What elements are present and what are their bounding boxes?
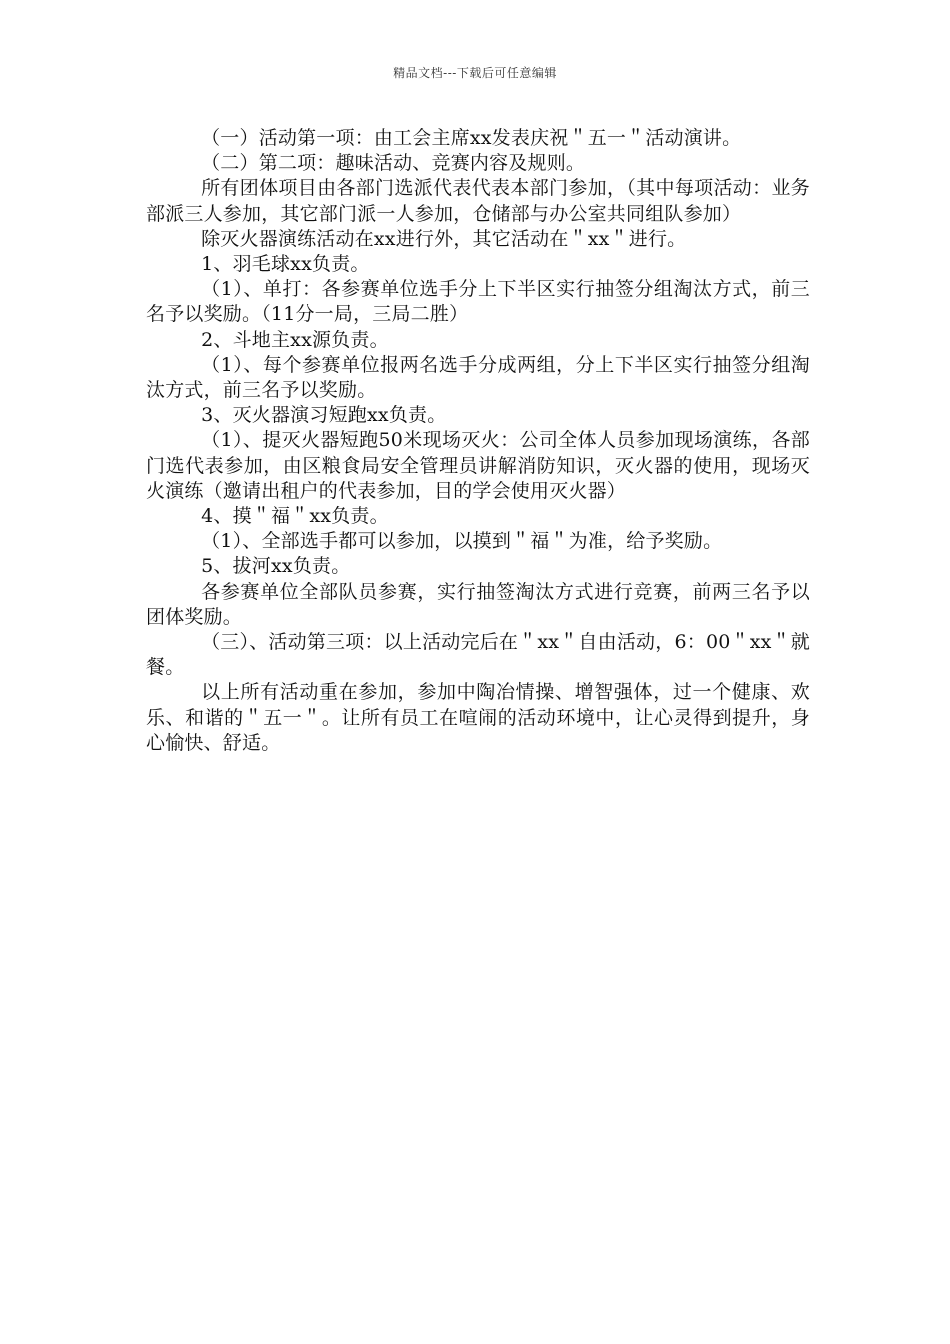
paragraph-item-2: （二）第二项：趣味活动、竞赛内容及规则。: [201, 152, 586, 175]
paragraph-item-1: （一）活动第一项：由工会主席xx发表庆祝＂五一＂活动演讲。: [201, 127, 742, 149]
paragraph-main-text: 所有团体项目由各部门选派代表代表本部门参加，（其中每项活动：业务部派三人参加，其它部门派一人参加，仓储部与办公室共同组队参加）: [146, 177, 810, 225]
paragraph-card-rule: （1）、每个参赛单位报两名选手分成两组，分上下半区实行抽签分组淘汰方式，前三名予以奖励。: [146, 353, 810, 402]
paragraph-conclusion: 以上所有活动重在参加，参加中陶冶情操、增智强体，过一个健康、欢乐、和谐的＂五一＂。让所有员工在喧闹的活动环境中，让心灵得到提升，身心愉快、舒适。: [146, 681, 810, 754]
document-body: [146, 126, 810, 756]
paragraph-fu-title: 4、摸＂福＂xx负责。: [201, 505, 389, 528]
paragraph-badminton-title: 1、羽毛球xx负责。: [201, 253, 370, 276]
page-header: 精品文档---下载后可任意编辑: [393, 66, 557, 80]
paragraph-badminton-rule: （1）、单打：各参赛单位选手分上下半区实行抽签分组淘汰方式，前三名予以奖励。（11分一局，三局二胜）: [146, 278, 810, 326]
paragraph-fire-title: 3、灭火器演习短跑xx负责。: [201, 404, 447, 427]
paragraph-fu-rule: （1）、全部选手都可以参加，以摸到＂福＂为准，给予奖励。: [201, 530, 723, 553]
paragraph-main-text: 除灭火器演练活动在xx进行外，其它活动在＂xx＂进行。: [201, 227, 687, 250]
paragraph-fire-rule: （1）、提灭火器短跑50米现场灭火：公司全体人员参加现场演练，各部门选代表参加，由区粮食局安全管理员讲解消防知识，灭火器的使用，现场灭火演练（邀请出租户的代表参加，目的学会使用灭火器）: [146, 429, 810, 502]
paragraph-tug-rule: 各参赛单位全部队员参赛，实行抽签淘汰方式进行竞赛，前两三名予以团体奖励。: [146, 580, 810, 628]
paragraph-item-3: （三）、活动第三项：以上活动完后在＂xx＂自由活动，6：00＂xx＂就餐。: [146, 631, 810, 679]
paragraph-card-title: 2、斗地主xx源负责。: [201, 328, 389, 351]
paragraph-tug-title: 5、拔河xx负责。: [201, 555, 351, 578]
